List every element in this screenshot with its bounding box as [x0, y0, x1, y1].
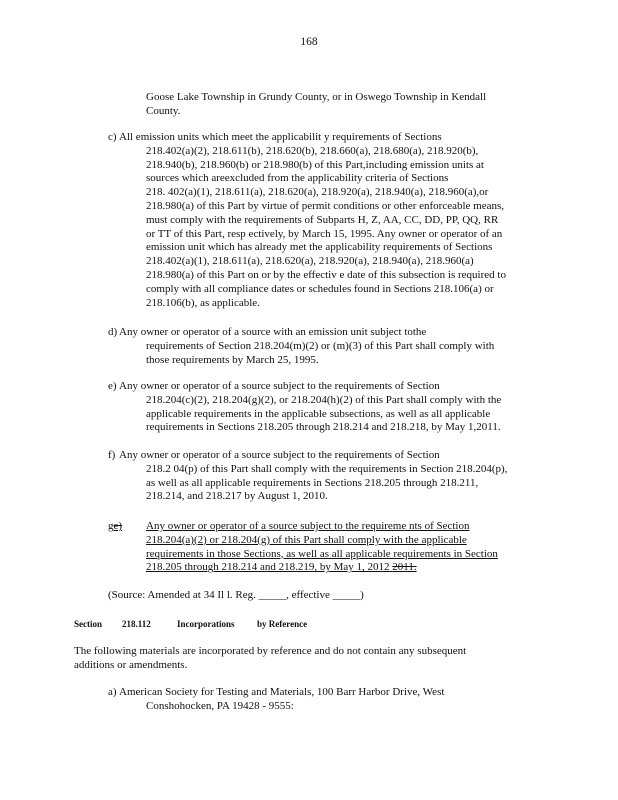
- text-line: 218.940(b), 218.960(b) or 218.980(b) of this Part,including emission units at: [146, 158, 484, 171]
- text-line: additions or amendments.: [74, 658, 188, 671]
- text-line: Any owner or operator of a source subject to the requireme nts of Section: [146, 520, 470, 532]
- item-c-paragraph: [146, 145, 506, 311]
- text-line: Any owner or operator of a source subject to the requirements of Section: [119, 449, 440, 461]
- text-line: those requirements by March 25, 1995.: [146, 353, 319, 366]
- text-line: must comply with the requirements of Subparts H, Z, AA, CC, DD, PP, QQ, RR: [146, 213, 499, 226]
- text-line: (Source: Amended at 34 Il l. Reg. _____, effective _____): [108, 589, 364, 601]
- text-line: All emission units which meet the applicabilit y requirements of Sections: [119, 131, 442, 143]
- item-a-label: a): [108, 686, 117, 698]
- text-line: requirements of Section 218.204(m)(2) or (m)(3) of this Part shall comply with: [146, 339, 495, 352]
- inserted-text: 218.205 through 218.214 and 218.219, by May 1, 2012: [146, 561, 393, 574]
- text-line: 218.402(a)(2), 218.611(b), 218.620(b), 218.660(a), 218.680(a), 218.920(b),: [146, 144, 479, 157]
- section-title: Incorporations: [177, 619, 235, 629]
- text-line: sources which areexcluded from the applicability criteria of Sections: [146, 172, 449, 185]
- item-c-label: c): [108, 131, 117, 143]
- item-c-first-line: [119, 131, 442, 145]
- text-line: 218.980(a) of this Part on or by the effectiv e date of this subsection is required to: [146, 268, 506, 281]
- section-word: Section: [74, 619, 102, 629]
- deleted-text: 2011.: [392, 561, 417, 574]
- text-line: 218.214, and 218.217 by August 1, 2010.: [146, 490, 328, 503]
- text-line: 218.2 04(p) of this Part shall comply with the requirements in Section 218.204(p),: [146, 462, 508, 475]
- text-line: 218. 402(a)(1), 218.611(a), 218.620(a), 218.920(a), 218.940(a), 218.960(a),or: [146, 186, 489, 199]
- text-line: Any owner or operator of a source with an emission unit subject tothe: [119, 326, 427, 338]
- text-line: County.: [146, 104, 181, 117]
- item-f-paragraph: [146, 463, 507, 504]
- text-line: or TT of this Part, resp ectively, by March 15, 1995. Any owner or operator of an: [146, 227, 503, 240]
- item-g-paragraph: [146, 520, 498, 575]
- text-line: 218.980(a) of this Part by virtue of permit conditions or other enforceable means,: [146, 199, 505, 212]
- item-g-label: [108, 520, 122, 534]
- item-f-label: f): [108, 449, 116, 461]
- item-d-paragraph: [146, 340, 494, 368]
- text-line: applicable requirements in the applicable subsections, as well as all applicable: [146, 407, 491, 420]
- item-a-paragraph: [146, 700, 294, 714]
- section-title-suffix: by Reference: [257, 619, 308, 629]
- text-line: as well as all applicable requirements in Sections 218.205 through 218.211,: [146, 476, 479, 489]
- section-number: 218.112: [122, 619, 151, 629]
- item-d-label: d): [108, 326, 118, 338]
- text-line: comply with all compliance dates or schedules found in Sections 218.106(a) or: [146, 282, 494, 295]
- item-f-first-line: [119, 449, 440, 463]
- text-line: 218.204(c)(2), 218.204(g)(2), or 218.204(h)(2) of this Part shall comply with the: [146, 393, 502, 406]
- item-e-label: e): [108, 380, 117, 392]
- text-line: 218.106(b), as applicable.: [146, 296, 260, 309]
- text-line: 218.402(a)(1), 218.611(a), 218.620(a), 218.920(a), 218.940(a), 218.960(a): [146, 255, 474, 268]
- text-line: American Society for Testing and Materials, 100 Barr Harbor Drive, West: [119, 686, 445, 698]
- label-inserted-letter: g: [108, 520, 114, 532]
- text-line-with-deletion: [146, 561, 498, 575]
- text-line: Conshohocken, PA 19428 - 9555:: [146, 699, 294, 712]
- text-line: The following materials are incorporated by reference and do not contain any subsequent: [74, 645, 467, 657]
- source-note: [108, 589, 364, 603]
- item-d-first-line: [119, 326, 426, 340]
- text-line: emission unit which has already met the applicability requirements of Sections: [146, 241, 493, 254]
- text-line: Goose Lake Township in Grundy County, or in Oswego Township in Kendall: [146, 91, 487, 103]
- label-struck-letter: e): [113, 520, 123, 532]
- text-line: requirements in those Sections, as well as all applicable requirements in Section: [146, 547, 498, 560]
- item-e-first-line: [119, 380, 440, 394]
- intro-paragraph: [146, 91, 486, 119]
- item-a-first-line: [119, 686, 444, 700]
- page-number: 168: [300, 36, 318, 48]
- text-line: Any owner or operator of a source subject to the requirements of Section: [119, 380, 440, 392]
- text-line: 218.204(a)(2) or 218.204(g) of this Part shall comply with the applicable: [146, 533, 467, 546]
- section-heading: [74, 618, 307, 632]
- section-body: [74, 645, 466, 673]
- item-e-paragraph: [146, 394, 501, 435]
- text-line: requirements in Sections 218.205 through 218.214 and 218.218, by May 1,2011.: [146, 421, 501, 434]
